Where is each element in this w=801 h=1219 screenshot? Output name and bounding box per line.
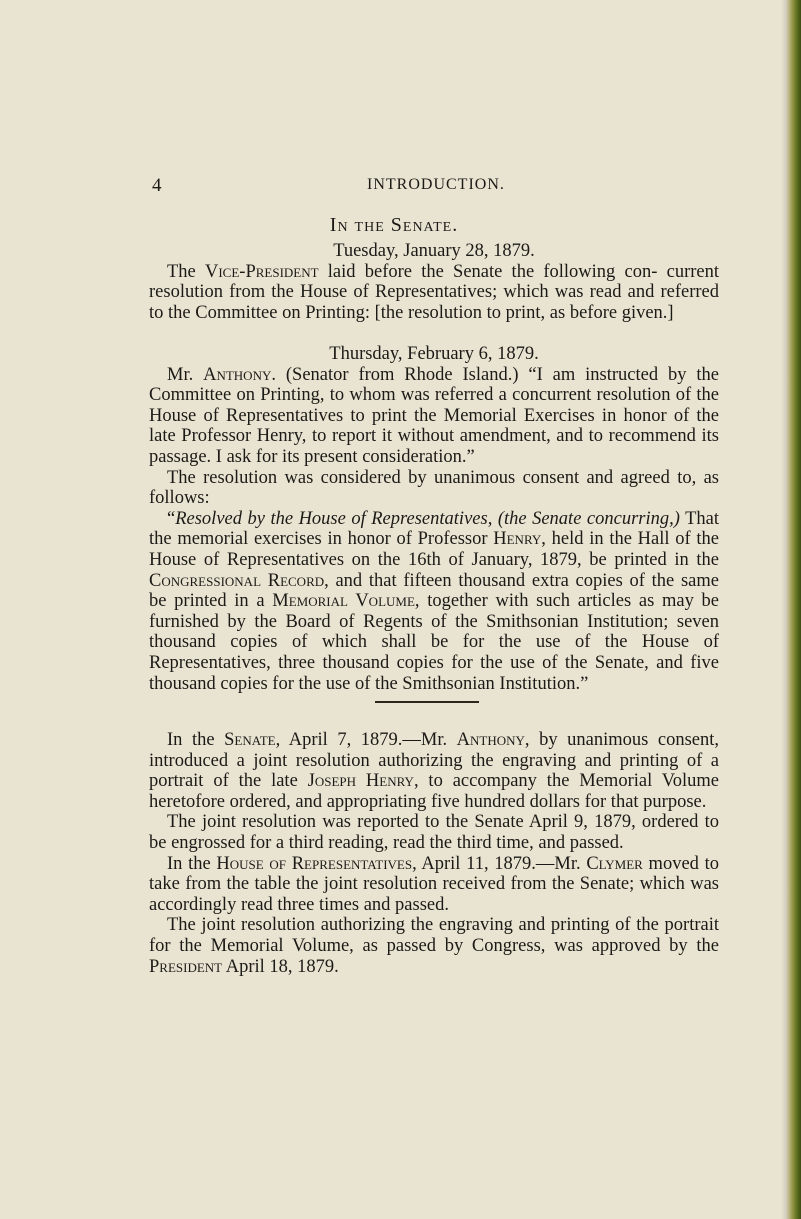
name-small-caps: Vice-President bbox=[204, 261, 319, 282]
paragraph: The joint resolution was reported to the Senate April 9, 1879, ordered to be engrossed for a third reading, read the third time, and passed. bbox=[149, 812, 719, 853]
joint-resolution-entries bbox=[149, 730, 719, 977]
resolution-text: “Resolved by the House of Representatives, (the Senate concurring,) That the memorial exercises in honor of Professor Henry, held in the Hall of the House of Representatives on the 16th of January, 1879, be printed in the Congressional Record, and that fifteen thousand extra copies of the same be printed in a Memorial Volume, together with such articles as may be furnished by the Board of Regents of the Smithsonian Institution; seven thousand copies of which shall be for the use of the House of Representatives, three thousand copies for the use of the Senate, and five thousand copies for the use of the Smithsonian Institution.” bbox=[149, 508, 719, 694]
senate-entry-february bbox=[149, 344, 719, 694]
senate-entry-january bbox=[149, 241, 719, 323]
book-page-edge bbox=[787, 0, 801, 1219]
section-heading: In the Senate. bbox=[329, 214, 459, 236]
paragraph: In the House of Representatives, April 11, 1879.—Mr. Clymer moved to take from the table the joint resolution received from the Senate; which was accordingly read three times and passed. bbox=[149, 853, 719, 915]
entry-date: Tuesday, January 28, 1879. bbox=[333, 241, 535, 261]
page-number: 4 bbox=[152, 175, 162, 196]
resolved-clause: Resolved by the House of Representatives, (the Senate concurring,) bbox=[175, 508, 680, 529]
running-header bbox=[152, 175, 712, 195]
paragraph: The Vice-President laid before the Senate the following con- current resolution from the House of Representatives; which was read and referred to the Committee on Printing: [the resolution to print, as before given.] bbox=[149, 261, 719, 323]
section-divider bbox=[375, 701, 479, 703]
paragraph: The resolution was considered by unanimous consent and agreed to, as follows: bbox=[149, 467, 719, 509]
paragraph: Mr. Anthony. (Senator from Rhode Island.) “I am instructed by the Committee on Printing, to whom was referred a concurrent resolution of the House of Representatives to print the Memorial Exercises in honor of the late Professor Henry, to report it without amendment, and to recommend its passage. I ask for its present consideration.” bbox=[149, 364, 719, 467]
name-small-caps: Anthony bbox=[203, 364, 272, 385]
running-title: INTRODUCTION. bbox=[367, 176, 505, 193]
paragraph: In the Senate, April 7, 1879.—Mr. Anthony, by unanimous consent, introduced a joint resolution authorizing the engraving and printing of a portrait of the late Joseph Henry, to accompany the Memorial Volume heretofore ordered, and appropriating five hundred dollars for that purpose. bbox=[149, 730, 720, 812]
paragraph: The joint resolution authorizing the engraving and printing of the portrait for the Memorial Volume, as passed by Congress, was approved by the President April 18, 1879. bbox=[149, 915, 719, 977]
entry-date: Thursday, February 6, 1879. bbox=[329, 344, 539, 364]
